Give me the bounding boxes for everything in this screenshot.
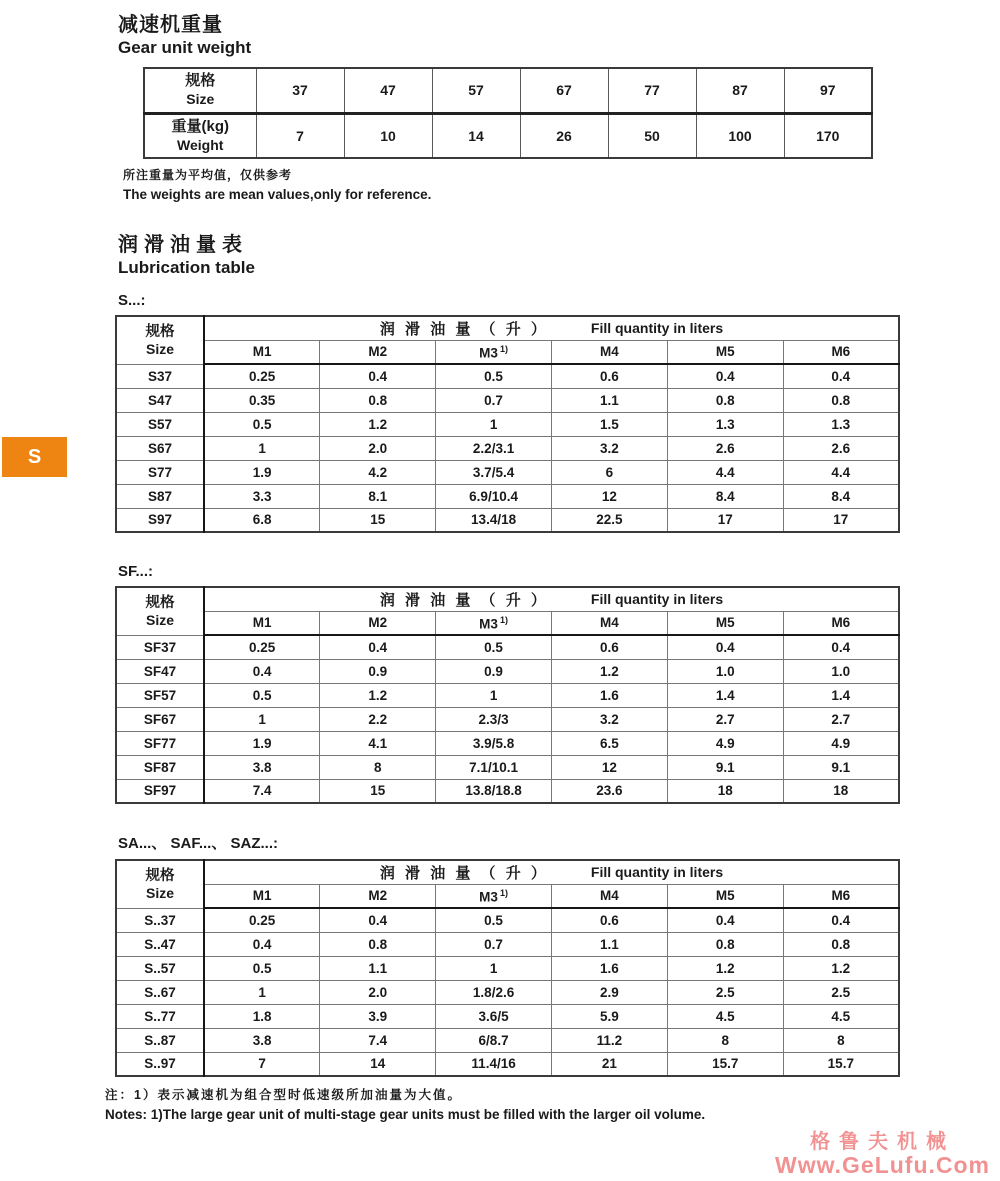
value-cell: 18: [667, 779, 783, 803]
value-cell: 0.4: [204, 932, 320, 956]
row-size-label: SF37: [116, 635, 204, 659]
weight-row-header: [144, 113, 256, 158]
value-cell: 1.1: [551, 388, 667, 412]
footnote-marker: 1): [499, 887, 508, 898]
weight-row-header-zh: 重量(kg): [171, 117, 229, 135]
value-cell: 100: [696, 113, 784, 158]
value-cell: 0.5: [204, 956, 320, 980]
value-cell: 0.8: [320, 388, 436, 412]
value-cell: 1.2: [551, 659, 667, 683]
value-cell: 4.4: [783, 460, 899, 484]
value-cell: 0.4: [667, 908, 783, 932]
value-cell: 11.4/16: [436, 1052, 552, 1076]
value-cell: 15.7: [783, 1052, 899, 1076]
value-cell: 87: [696, 68, 784, 113]
value-cell: 1.9: [204, 731, 320, 755]
value-cell: 2.3/3: [436, 707, 552, 731]
table-row: [116, 932, 899, 956]
value-cell: 14: [432, 113, 520, 158]
value-cell: 4.4: [667, 460, 783, 484]
value-cell: 2.2: [320, 707, 436, 731]
table-row: [116, 779, 899, 803]
value-cell: 0.4: [667, 635, 783, 659]
size-row-header-zh: 规格: [185, 72, 216, 90]
row-size-label: S..77: [116, 1004, 204, 1028]
value-cell: 6/8.7: [436, 1028, 552, 1052]
col-header-m3-label: M3: [479, 889, 498, 904]
value-cell: 1: [436, 683, 552, 707]
m-header-row: [116, 884, 899, 908]
value-cell: 8: [783, 1028, 899, 1052]
value-cell: 1.2: [320, 412, 436, 436]
fill-quantity-header-en: Fill quantity in liters: [590, 320, 724, 337]
footnote-zh: 注：1）表示减速机为组合型时低速级所加油量为大值。: [105, 1088, 462, 1102]
value-cell: 4.9: [783, 731, 899, 755]
value-cell: 1.2: [320, 683, 436, 707]
size-column-header-en: Size: [145, 340, 174, 357]
row-size-label: S..87: [116, 1028, 204, 1052]
value-cell: 1.1: [551, 932, 667, 956]
value-cell: 3.6/5: [436, 1004, 552, 1028]
value-cell: 2.0: [320, 436, 436, 460]
value-cell: 0.6: [551, 908, 667, 932]
value-cell: 1.3: [667, 412, 783, 436]
value-cell: 7.4: [320, 1028, 436, 1052]
value-cell: 3.2: [551, 436, 667, 460]
size-column-header-zh: 规格: [145, 867, 175, 884]
value-cell: 50: [608, 113, 696, 158]
fill-header-row: [116, 316, 899, 340]
value-cell: 3.9: [320, 1004, 436, 1028]
lubrication-table-sf: [115, 586, 900, 804]
row-size-label: S..67: [116, 980, 204, 1004]
size-column-header: [116, 316, 204, 364]
value-cell: 12: [551, 484, 667, 508]
value-cell: 3.3: [204, 484, 320, 508]
value-cell: 2.5: [783, 980, 899, 1004]
size-row-header-en: Size: [186, 91, 215, 108]
value-cell: 8.1: [320, 484, 436, 508]
value-cell: 0.35: [204, 388, 320, 412]
row-size-label: S57: [116, 412, 204, 436]
size-row-header: [144, 68, 256, 113]
value-cell: 12: [551, 755, 667, 779]
value-cell: 22.5: [551, 508, 667, 532]
value-cell: 8.4: [783, 484, 899, 508]
row-size-label: SF97: [116, 779, 204, 803]
table-row: [116, 508, 899, 532]
row-size-label: SF67: [116, 707, 204, 731]
size-column-header-en: Size: [145, 611, 174, 628]
col-header-m1: M1: [204, 611, 320, 635]
row-size-label: S..37: [116, 908, 204, 932]
value-cell: 4.5: [783, 1004, 899, 1028]
value-cell: 1.2: [667, 956, 783, 980]
value-cell: 7: [256, 113, 344, 158]
value-cell: 10: [344, 113, 432, 158]
value-cell: 0.4: [320, 635, 436, 659]
table-row: [116, 659, 899, 683]
value-cell: 0.7: [436, 388, 552, 412]
table-row: [116, 908, 899, 932]
value-cell: 2.0: [320, 980, 436, 1004]
lubrication-table-sa-saf-saz: [115, 859, 900, 1077]
value-cell: 6.5: [551, 731, 667, 755]
fill-quantity-header-zh: 润 滑 油 量 （ 升 ）: [379, 864, 549, 882]
row-size-label: S47: [116, 388, 204, 412]
table-row: [116, 460, 899, 484]
col-header-m5: M5: [667, 611, 783, 635]
value-cell: 0.8: [783, 932, 899, 956]
value-cell: 1: [436, 956, 552, 980]
value-cell: 0.5: [204, 683, 320, 707]
value-cell: 15: [320, 779, 436, 803]
value-cell: 2.2/3.1: [436, 436, 552, 460]
value-cell: 0.9: [320, 659, 436, 683]
row-size-label: SF87: [116, 755, 204, 779]
m-header-row: [116, 340, 899, 364]
value-cell: 0.4: [783, 635, 899, 659]
value-cell: 0.4: [320, 364, 436, 388]
value-cell: 3.2: [551, 707, 667, 731]
value-cell: 1.2: [783, 956, 899, 980]
catalog-page: [0, 8, 1000, 1181]
table-row: [116, 755, 899, 779]
lubrication-title-zh: 润滑油量表: [118, 234, 248, 256]
col-header-m6: M6: [783, 884, 899, 908]
table-row: [116, 1004, 899, 1028]
row-size-label: SF77: [116, 731, 204, 755]
col-header-m3: [436, 340, 552, 364]
value-cell: 1.5: [551, 412, 667, 436]
footnote-marker: 1): [499, 343, 508, 354]
value-cell: 1.8/2.6: [436, 980, 552, 1004]
row-size-label: SF57: [116, 683, 204, 707]
col-header-m3: [436, 611, 552, 635]
table-row: [116, 412, 899, 436]
value-cell: 0.25: [204, 635, 320, 659]
size-column-header-zh: 规格: [145, 323, 175, 340]
value-cell: 1.0: [783, 659, 899, 683]
table-row: [116, 956, 899, 980]
row-size-label: S87: [116, 484, 204, 508]
value-cell: 170: [784, 113, 872, 158]
value-cell: 57: [432, 68, 520, 113]
table-row: [116, 1028, 899, 1052]
weight-section-title-en: Gear unit weight: [118, 38, 252, 57]
value-cell: 3.9/5.8: [436, 731, 552, 755]
weight-note-zh: 所注重量为平均值，仅供参考: [123, 168, 293, 182]
value-cell: 1.1: [320, 956, 436, 980]
table-row: [116, 635, 899, 659]
col-header-m3: [436, 884, 552, 908]
value-cell: 0.5: [436, 908, 552, 932]
col-header-m1: M1: [204, 340, 320, 364]
col-header-m2: M2: [320, 611, 436, 635]
value-cell: 1.3: [783, 412, 899, 436]
lubrication-title-en: Lubrication table: [118, 258, 255, 277]
weight-table-size-row: [144, 68, 872, 113]
section-tab-s: S: [2, 437, 67, 477]
fill-quantity-header-en: Fill quantity in liters: [590, 591, 724, 608]
row-size-label: S77: [116, 460, 204, 484]
value-cell: 0.25: [204, 908, 320, 932]
value-cell: 0.5: [204, 412, 320, 436]
table-row: [116, 484, 899, 508]
value-cell: 0.7: [436, 932, 552, 956]
footnote-en: Notes: 1)The large gear unit of multi-stage gear units must be filled with the larger oil volume.: [105, 1107, 706, 1122]
table-row: [116, 364, 899, 388]
row-size-label: S37: [116, 364, 204, 388]
fill-quantity-header-en: Fill quantity in liters: [590, 864, 724, 881]
col-header-m2: M2: [320, 884, 436, 908]
value-cell: 1.0: [667, 659, 783, 683]
table-row: [116, 707, 899, 731]
watermark-url: Www.GeLufu.Com: [774, 1151, 990, 1178]
value-cell: 0.8: [667, 388, 783, 412]
col-header-m3-label: M3: [479, 345, 498, 360]
table-row: [116, 436, 899, 460]
weight-section-title-zh: 减速机重量: [118, 14, 223, 36]
value-cell: 1: [436, 412, 552, 436]
fill-quantity-header-zh: 润 滑 油 量 （ 升 ）: [379, 320, 549, 338]
value-cell: 0.8: [667, 932, 783, 956]
value-cell: 17: [667, 508, 783, 532]
value-cell: 0.4: [667, 364, 783, 388]
table-row: [116, 980, 899, 1004]
value-cell: 6.9/10.4: [436, 484, 552, 508]
value-cell: 23.6: [551, 779, 667, 803]
size-column-header: [116, 860, 204, 908]
col-header-m6: M6: [783, 340, 899, 364]
value-cell: 4.1: [320, 731, 436, 755]
value-cell: 0.4: [320, 908, 436, 932]
series-label-sa-saf-saz: SA...、 SAF...、 SAZ...:: [118, 835, 279, 852]
value-cell: 8: [320, 755, 436, 779]
col-header-m3-label: M3: [479, 616, 498, 631]
value-cell: 2.5: [667, 980, 783, 1004]
value-cell: 2.6: [667, 436, 783, 460]
series-label-s: S...:: [118, 292, 146, 309]
value-cell: 47: [344, 68, 432, 113]
value-cell: 17: [783, 508, 899, 532]
value-cell: 0.4: [783, 364, 899, 388]
value-cell: 8: [667, 1028, 783, 1052]
fill-quantity-header: [204, 860, 899, 884]
fill-quantity-header: [204, 587, 899, 611]
col-header-m5: M5: [667, 884, 783, 908]
watermark: [775, 1132, 990, 1177]
size-column-header-zh: 规格: [145, 594, 175, 611]
value-cell: 15: [320, 508, 436, 532]
value-cell: 1.9: [204, 460, 320, 484]
value-cell: 11.2: [551, 1028, 667, 1052]
value-cell: 18: [783, 779, 899, 803]
value-cell: 3.8: [204, 1028, 320, 1052]
fill-quantity-header-zh: 润 滑 油 量 （ 升 ）: [379, 591, 549, 609]
row-size-label: S67: [116, 436, 204, 460]
value-cell: 2.7: [667, 707, 783, 731]
value-cell: 9.1: [783, 755, 899, 779]
value-cell: 4.2: [320, 460, 436, 484]
size-column-header: [116, 587, 204, 635]
weight-table-weight-row: [144, 113, 872, 158]
value-cell: 0.6: [551, 364, 667, 388]
col-header-m4: M4: [551, 884, 667, 908]
value-cell: 3.8: [204, 755, 320, 779]
value-cell: 3.7/5.4: [436, 460, 552, 484]
value-cell: 9.1: [667, 755, 783, 779]
value-cell: 1.4: [783, 683, 899, 707]
col-header-m4: M4: [551, 611, 667, 635]
footnote-marker: 1): [499, 614, 508, 625]
col-header-m1: M1: [204, 884, 320, 908]
value-cell: 7: [204, 1052, 320, 1076]
series-label-sf: SF...:: [118, 563, 154, 580]
value-cell: 97: [784, 68, 872, 113]
m-header-row: [116, 611, 899, 635]
value-cell: 13.4/18: [436, 508, 552, 532]
col-header-m4: M4: [551, 340, 667, 364]
value-cell: 0.5: [436, 364, 552, 388]
value-cell: 2.7: [783, 707, 899, 731]
value-cell: 1: [204, 980, 320, 1004]
value-cell: 0.5: [436, 635, 552, 659]
value-cell: 15.7: [667, 1052, 783, 1076]
col-header-m6: M6: [783, 611, 899, 635]
table-row: [116, 1052, 899, 1076]
value-cell: 26: [520, 113, 608, 158]
fill-header-row: [116, 860, 899, 884]
row-size-label: SF47: [116, 659, 204, 683]
weight-note-en: The weights are mean values,only for reference.: [123, 187, 432, 202]
row-size-label: S..47: [116, 932, 204, 956]
row-size-label: S97: [116, 508, 204, 532]
table-row: [116, 731, 899, 755]
value-cell: 0.4: [783, 908, 899, 932]
value-cell: 67: [520, 68, 608, 113]
value-cell: 1.4: [667, 683, 783, 707]
value-cell: 4.9: [667, 731, 783, 755]
table-row: [116, 388, 899, 412]
table-row: [116, 683, 899, 707]
watermark-company-name: 格鲁夫机械: [809, 1130, 955, 1153]
value-cell: 0.8: [783, 388, 899, 412]
value-cell: 1.8: [204, 1004, 320, 1028]
col-header-m5: M5: [667, 340, 783, 364]
row-size-label: S..57: [116, 956, 204, 980]
value-cell: 0.4: [204, 659, 320, 683]
value-cell: 1: [204, 436, 320, 460]
value-cell: 2.6: [783, 436, 899, 460]
value-cell: 0.8: [320, 932, 436, 956]
lubrication-table-s: [115, 315, 900, 533]
value-cell: 6.8: [204, 508, 320, 532]
fill-header-row: [116, 587, 899, 611]
value-cell: 6: [551, 460, 667, 484]
value-cell: 13.8/18.8: [436, 779, 552, 803]
row-size-label: S..97: [116, 1052, 204, 1076]
value-cell: 1.6: [551, 956, 667, 980]
value-cell: 7.1/10.1: [436, 755, 552, 779]
value-cell: 5.9: [551, 1004, 667, 1028]
size-column-header-en: Size: [145, 884, 174, 901]
fill-quantity-header: [204, 316, 899, 340]
value-cell: 1: [204, 707, 320, 731]
value-cell: 37: [256, 68, 344, 113]
value-cell: 0.9: [436, 659, 552, 683]
value-cell: 14: [320, 1052, 436, 1076]
value-cell: 7.4: [204, 779, 320, 803]
value-cell: 8.4: [667, 484, 783, 508]
value-cell: 0.6: [551, 635, 667, 659]
value-cell: 21: [551, 1052, 667, 1076]
weight-row-header-en: Weight: [177, 136, 224, 153]
value-cell: 0.25: [204, 364, 320, 388]
value-cell: 4.5: [667, 1004, 783, 1028]
value-cell: 1.6: [551, 683, 667, 707]
weight-table: [143, 67, 873, 159]
col-header-m2: M2: [320, 340, 436, 364]
value-cell: 77: [608, 68, 696, 113]
value-cell: 2.9: [551, 980, 667, 1004]
